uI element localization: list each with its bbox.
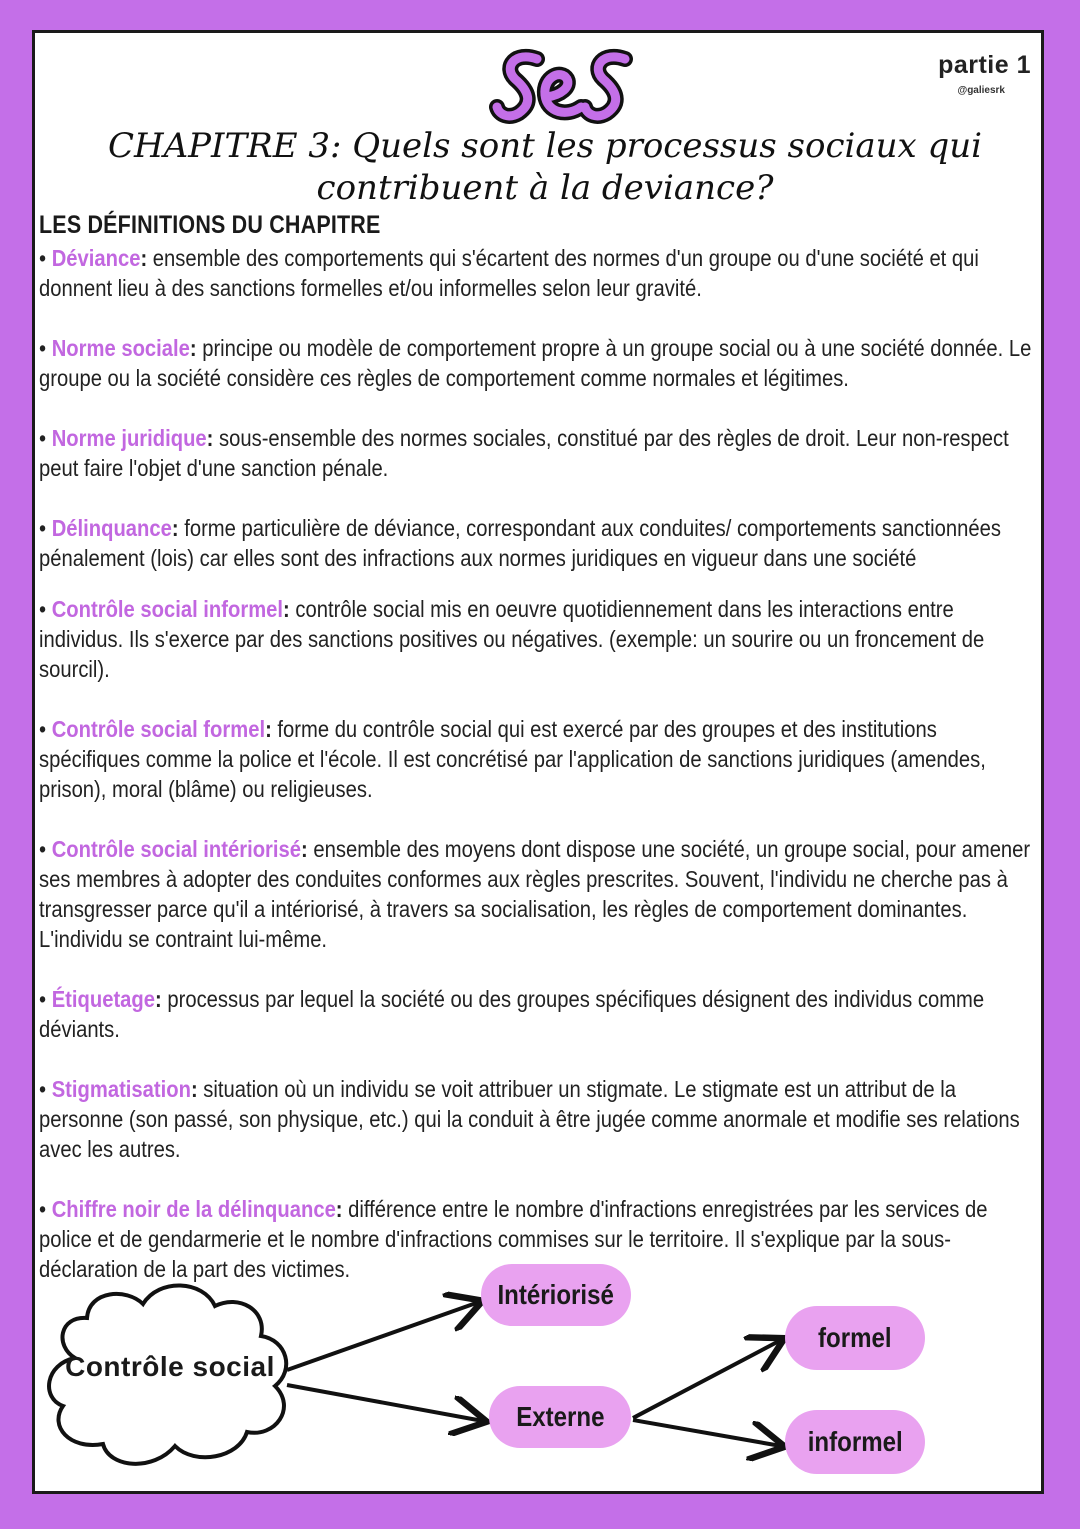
- definition-term: Contrôle social intériorisé: [51, 836, 302, 862]
- definition-text: ensemble des comportements qui s'écartent des normes d'un groupe ou d'une société et qui donnent lieu à des sanctions formelles et/ou informelles selon leur gravité.: [39, 245, 979, 301]
- pill-formel: [785, 1306, 925, 1370]
- control-diagram: [35, 1258, 1047, 1493]
- definition-text: ensemble des moyens dont dispose une société, un groupe social, pour amener ses membres à adopter des conduites conformes aux règles prescrites. Souvent, l'individu ne cherche pas à transgresser parce qu'il a intériorisé, à travers sa socialisation, les règles de comportement dominantes. L'individu se contraint lui-même.: [39, 836, 1031, 952]
- definition-term: Norme juridique: [51, 425, 207, 451]
- pill-informel: [785, 1410, 925, 1474]
- definition-text: contrôle social mis en oeuvre quotidiennement dans les interactions entre individus. Ils s'exerce par des sanctions positives ou négatives. (exemple: un sourire ou un froncement de sourcil).: [39, 596, 985, 682]
- definition-chiffre-noir: • Chiffre noir de la délinquance: différence entre le nombre d'infractions enregistrées par les services de police et de gendarmerie et le nombre d'infractions commises sur le territoire. Il s'explique par la sous-déclaration de la part des victimes.: [39, 1196, 988, 1282]
- definition-term: Norme sociale: [51, 335, 190, 361]
- part-label: partie 1: [938, 51, 1031, 79]
- definitions-list: [39, 243, 1037, 1284]
- definition-controle-informel: • Contrôle social informel: contrôle social mis en oeuvre quotidiennement dans les interactions entre individus. Ils s'exerce par des sanctions positives ou négatives. (exemple: un sourire ou un froncement de sourcil).: [39, 596, 985, 682]
- definition-text: principe ou modèle de comportement propre à un groupe social ou à une société donnée. Le groupe ou la société considère ces règles de comportement comme normales et légitimes.: [39, 335, 1032, 391]
- definition-controle-formel: • Contrôle social formel: forme du contrôle social qui est exercé par des groupes et des institutions spécifiques comme la police et l'école. Il est concrétisé par l'application de sanctions juridiques (amendes, prison), moral (blâme) ou religieuses.: [39, 716, 986, 802]
- chapter-title: [95, 125, 995, 209]
- diagram-root-label: Contrôle social: [65, 1351, 275, 1382]
- arrow-to-interiorise: [287, 1302, 479, 1370]
- definition-stigmatisation: • Stigmatisation: situation où un individu se voit attribuer un stigmate. Le stigmate est un attribut de la personne (son passé, son physique, etc.) qui la conduit à être jugée comme anormale et modifie ses relations avec les autres.: [39, 1076, 1020, 1162]
- arrow-to-informel: [633, 1420, 781, 1446]
- definition-term: Contrôle social formel: [51, 716, 266, 742]
- chapter-title-line-1: CHAPITRE 3: Quels sont les processus sociaux qui: [107, 126, 983, 166]
- definition-norme-juridique: • Norme juridique: sous-ensemble des normes sociales, constitué par des règles de droit. Leur non-respect peut faire l'objet d'une sanction pénale.: [39, 425, 1009, 481]
- definition-text: forme particulière de déviance, correspondant aux conduites/ comportements sanctionnées pénalement (lois) car elles sont des infractions aux normes juridiques en vigueur dans une société: [39, 515, 1001, 571]
- definition-term: Stigmatisation: [51, 1076, 191, 1102]
- definition-deviance: • Déviance: ensemble des comportements qui s'écartent des normes d'un groupe ou d'une société et qui donnent lieu à des sanctions formelles et/ou informelles selon leur gravité.: [39, 245, 979, 301]
- pill-informel-label: informel: [807, 1426, 903, 1457]
- definition-text: sous-ensemble des normes sociales, constitué par des règles de droit. Leur non-respect peut faire l'objet d'une sanction pénale.: [39, 425, 1009, 481]
- definition-text: processus par lequel la société ou des groupes spécifiques désignent des individus comme déviants.: [39, 986, 985, 1042]
- pill-interiorise-label: Intériorisé: [497, 1279, 615, 1310]
- page-sheet: [32, 30, 1044, 1494]
- definition-text: forme du contrôle social qui est exercé par des groupes et des institutions spécifiques comme la police et l'école. Il est concrétisé par l'application de sanctions juridiques (amendes, prison), moral (blâme) ou religieuses.: [39, 716, 986, 802]
- author-handle: @galiesrk: [957, 85, 1005, 96]
- definition-text: situation où un individu se voit attribuer un stigmate. Le stigmate est un attribut de la personne (son passé, son physique, etc.) qui la conduit à être jugée comme anormale et modifie ses relations avec les autres.: [39, 1076, 1020, 1162]
- pill-formel-label: formel: [818, 1322, 892, 1353]
- definition-term: Contrôle social informel: [51, 596, 284, 622]
- definition-term: Étiquetage: [51, 986, 156, 1012]
- section-heading: LES DÉFINITIONS DU CHAPITRE: [39, 211, 381, 239]
- definition-term: Déviance: [51, 245, 141, 271]
- ses-logo: [485, 37, 645, 137]
- pill-externe: [489, 1386, 631, 1448]
- arrow-to-formel: [633, 1340, 781, 1418]
- pill-interiorise: [481, 1264, 631, 1326]
- definition-norme-sociale: • Norme sociale: principe ou modèle de comportement propre à un groupe social ou à une société donnée. Le groupe ou la société considère ces règles de comportement comme normales et légitimes.: [39, 335, 1032, 391]
- definition-etiquetage: • Étiquetage: processus par lequel la société ou des groupes spécifiques désignent des individus comme déviants.: [39, 986, 985, 1042]
- definition-term: Chiffre noir de la délinquance: [51, 1196, 336, 1222]
- definition-delinquance: • Délinquance: forme particulière de déviance, correspondant aux conduites/ comportements sanctionnées pénalement (lois) car elles sont des infractions aux normes juridiques en vigueur dans une société: [39, 515, 1001, 571]
- definition-term: Délinquance: [51, 515, 172, 541]
- pill-externe-label: Externe: [515, 1401, 605, 1432]
- definition-text: différence entre le nombre d'infractions enregistrées par les services de police et de gendarmerie et le nombre d'infractions commises sur le territoire. Il s'explique par la sous-déclaration de la part des victimes.: [39, 1196, 988, 1282]
- chapter-title-line-2: contribuent à la deviance?: [316, 168, 774, 208]
- definition-controle-interiorise: • Contrôle social intériorisé: ensemble des moyens dont dispose une société, un groupe social, pour amener ses membres à adopter des conduites conformes aux règles prescrites. Souvent, l'individu ne cherche pas à transgresser parce qu'il a intériorisé, à travers sa socialisation, les règles de comportement dominantes. L'individu se contraint lui-même.: [39, 836, 1031, 952]
- arrow-to-externe: [287, 1385, 483, 1421]
